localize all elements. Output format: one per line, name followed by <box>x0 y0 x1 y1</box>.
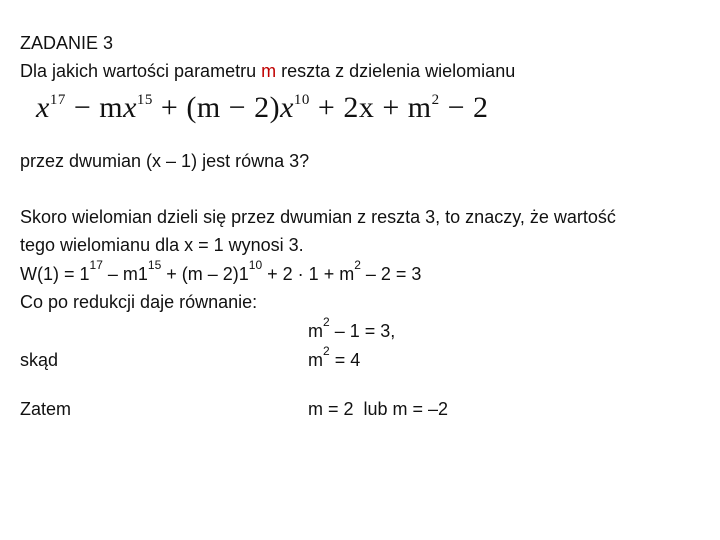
question-line <box>20 60 515 82</box>
eq-exponent: 2 <box>323 344 330 358</box>
eq-part: = 4 <box>329 350 361 370</box>
eq-part: m <box>308 350 323 370</box>
eq-part: – 1 = 3, <box>329 321 396 341</box>
equation-1 <box>308 315 396 342</box>
eval-part: + (m – 2)1 <box>161 264 249 284</box>
task-title: ZADANIE 3 <box>20 33 114 53</box>
question-text-end: reszta z dzielenia wielomianu <box>276 61 516 81</box>
solution-line-4: Co po redukcji daje równanie: <box>20 292 258 312</box>
formula-term: + (m − 2) <box>152 91 281 124</box>
eq-exponent: 2 <box>323 315 330 329</box>
formula-term: − 2 <box>439 91 489 124</box>
equation-2 <box>308 344 361 371</box>
formula-exponent: 10 <box>293 92 310 108</box>
eq-part: m <box>308 321 323 341</box>
eval-exponent: 10 <box>248 258 263 272</box>
eval-part: + 2 · 1 + m <box>262 264 355 284</box>
solution-line-1: Skoro wielomian dzieli się przez dwumian z reszta 3, to znaczy, że wartość <box>20 207 616 227</box>
eval-part: W(1) = 1 <box>20 264 90 284</box>
label-zatem: Zatem <box>20 399 72 419</box>
label-skad: skąd <box>20 350 59 370</box>
eval-part: – m1 <box>102 264 148 284</box>
formula-x: x <box>36 91 50 124</box>
formula-x: x <box>123 91 137 124</box>
question-text: Dla jakich wartości parametru <box>20 61 262 81</box>
eval-exponent: 2 <box>354 258 361 272</box>
eval-part: – 2 = 3 <box>360 264 422 284</box>
eval-exponent: 15 <box>147 258 162 272</box>
formula-exponent: 15 <box>136 92 153 108</box>
formula-term: + 2x + m <box>309 91 432 124</box>
formula-exponent: 17 <box>49 92 66 108</box>
polynomial-formula <box>36 86 489 130</box>
formula-term: − m <box>65 91 124 124</box>
divisor-line: przez dwumian (x – 1) jest równa 3? <box>20 151 310 171</box>
eval-exponent: 17 <box>89 258 103 272</box>
parameter-m: m <box>261 61 277 81</box>
solution-evaluation <box>20 258 422 285</box>
final-result: m = 2 lub m = –2 <box>308 399 449 419</box>
formula-x: x <box>280 91 294 124</box>
formula-exponent: 2 <box>431 92 440 108</box>
solution-line-2: tego wielomianu dla x = 1 wynosi 3. <box>20 235 304 255</box>
